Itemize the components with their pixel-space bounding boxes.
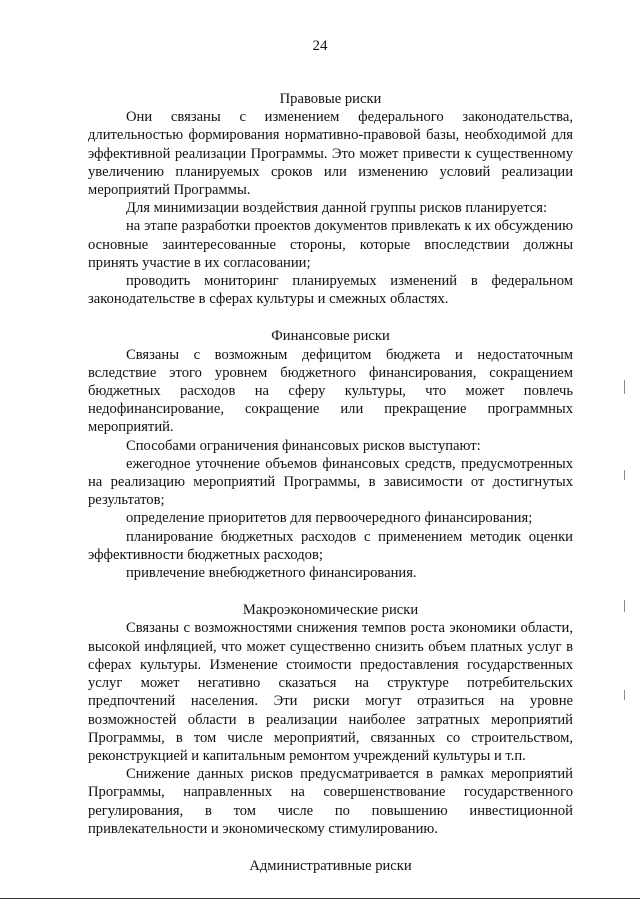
paragraph: Снижение данных рисков предусматривается в рамках мероприятий Программы, направленных на совершенствование государственного регулирования, в том числе по повышению инвестиционной привлекательности и экономическому стимулированию. — [88, 766, 573, 837]
list-item: определение приоритетов для первоочередного финансирования; — [126, 510, 533, 527]
scan-edge-mark — [624, 380, 625, 394]
section-heading: Финансовые риски — [271, 328, 390, 345]
list-item: проводить мониторинг планируемых изменений в федеральном законодательстве в сферах культуры и смежных областях. — [88, 273, 573, 308]
paragraph: Связаны с возможным дефицитом бюджета и недостаточным вследствие этого уровнем бюджетного финансирования, сокращением бюджетных расходов на сферу культуры, что может повлечь недофинансирование, сокращение или прекращение программных мероприятий. — [88, 346, 573, 436]
list-item: ежегодное уточнение объемов финансовых средств, предусмотренных на реализацию мероприятий Программы, в зависимости от достигнутых результатов; — [88, 455, 573, 509]
section-administrative-risks — [88, 857, 573, 875]
section-heading: Макроэкономические риски — [242, 602, 419, 619]
section-financial-risks — [88, 327, 573, 582]
list-item: на этапе разработки проектов документов привлекать к их обсуждению основные заинтересованные стороны, которые впоследствии должны принять участие в их согласовании; — [88, 218, 573, 271]
scan-edge-mark — [624, 690, 625, 700]
section-legal-risks — [88, 90, 573, 308]
page-bottom-edge — [0, 898, 640, 899]
section-heading: Административные риски — [249, 857, 412, 874]
paragraph: Способами ограничения финансовых рисков выступают: — [126, 437, 481, 454]
paragraph: Связаны с возможностями снижения темпов роста экономики области, высокой инфляцией, что может существенно снизить объем платных услуг в сферах культуры. Изменение стоимости предоставления государственных услуг может негативно сказаться на структуре потребительских предпочтений населения. Эти риски могут отразиться на уровне возможностей области в реализации наиболее затратных мероприятий Программы, в том числе мероприятий, связанных со строительством, реконструкцией и капитальным ремонтом учреждений культуры и т.п. — [88, 620, 573, 764]
list-item: планирование бюджетных расходов с применением методик оценки эффективности бюджетных расходов; — [88, 528, 573, 563]
document-body — [88, 90, 573, 875]
paragraph: Для минимизации воздействия данной группы рисков планируется: — [126, 200, 548, 217]
paragraph: Они связаны с изменением федерального законодательства, длительностью формирования нормативно-правовой базы, необходимой для эффективной реализации Программы. Это может привести к существенному увеличению планируемых сроков или изменению условий реализации мероприятий Программы. — [88, 109, 573, 199]
section-macroeconomic-risks — [88, 601, 573, 838]
scan-edge-mark — [624, 600, 625, 612]
section-heading: Правовые риски — [279, 91, 382, 107]
scan-edge-mark — [624, 470, 625, 480]
list-item: привлечение внебюджетного финансирования. — [126, 565, 417, 582]
page-number: 24 — [312, 38, 328, 54]
